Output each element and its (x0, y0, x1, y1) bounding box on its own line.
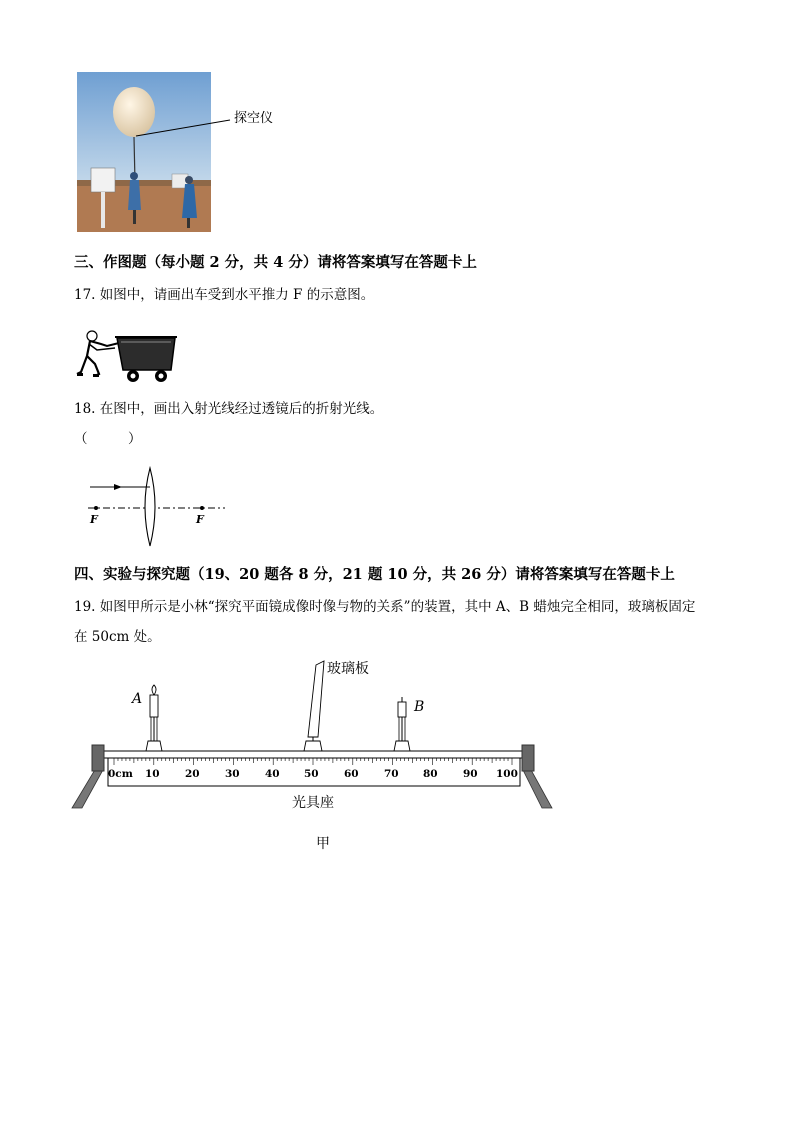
question-18-blank: （ ） (74, 431, 142, 447)
section-4-heading: 四、实验与探究题（19、20 题各 8 分，21 题 10 分，共 26 分）请将答案填写在答题卡上 (74, 566, 675, 583)
focus-right-point (200, 506, 204, 510)
bench-end-left (92, 745, 104, 771)
glass-plate (304, 661, 324, 751)
section-3-heading: 三、作图题（每小题 2 分，共 4 分）请将答案填写在答题卡上 (74, 254, 477, 271)
figure-caption-jia: 甲 (316, 836, 330, 852)
cart-push-illustration (75, 328, 180, 386)
tick-label-40: 40 (265, 768, 280, 780)
tick-label-50: 50 (304, 768, 319, 780)
glass-plate-label: 玻璃板 (327, 661, 369, 677)
candle-b (394, 697, 410, 751)
question-19-line-2: 在 50cm 处。 (74, 629, 161, 645)
tick-label-10: 10 (145, 768, 160, 780)
balloon-photo (77, 72, 211, 232)
candle-a-label: A (132, 691, 143, 707)
tick-label-20: 20 (185, 768, 200, 780)
convex-lens (145, 468, 155, 546)
bench-rail (104, 751, 522, 758)
balloon-label: 探空仪 (234, 111, 274, 126)
question-17: 17. 如图中，请画出车受到水平推力 F 的示意图。 (74, 287, 375, 303)
balloon-leader-line (130, 112, 240, 142)
focus-left-point (94, 506, 98, 510)
focus-left-label: F (90, 513, 98, 526)
optical-bench-diagram (70, 655, 560, 820)
balloon-photo-illustration (77, 72, 211, 232)
bench-leg-left (72, 768, 104, 808)
question-18: 18. 在图中，画出入射光线经过透镜后的折射光线。 (74, 401, 384, 417)
tick-label-80: 80 (423, 768, 438, 780)
tick-label-60: 60 (344, 768, 359, 780)
bench-end-right (522, 745, 534, 771)
tick-label-70: 70 (384, 768, 399, 780)
bench-base-label: 光具座 (292, 795, 334, 811)
candle-a (146, 685, 162, 751)
lens-diagram (80, 462, 230, 552)
tick-label-100: 100 (496, 768, 518, 780)
question-19-line-1: 19. 如图甲所示是小林“探究平面镜成像时像与物的关系”的装置，其中 A、B 蜡烛完全相同，玻璃板固定 (74, 599, 696, 615)
tick-label-90: 90 (463, 768, 478, 780)
tick-label-0: 0cm (108, 768, 133, 780)
cart-figure (75, 328, 180, 386)
bench-leg-right (522, 768, 552, 808)
ray-arrow-icon (114, 484, 122, 490)
candle-b-label: B (414, 699, 425, 715)
focus-right-label: F (196, 513, 204, 526)
tick-label-30: 30 (225, 768, 240, 780)
